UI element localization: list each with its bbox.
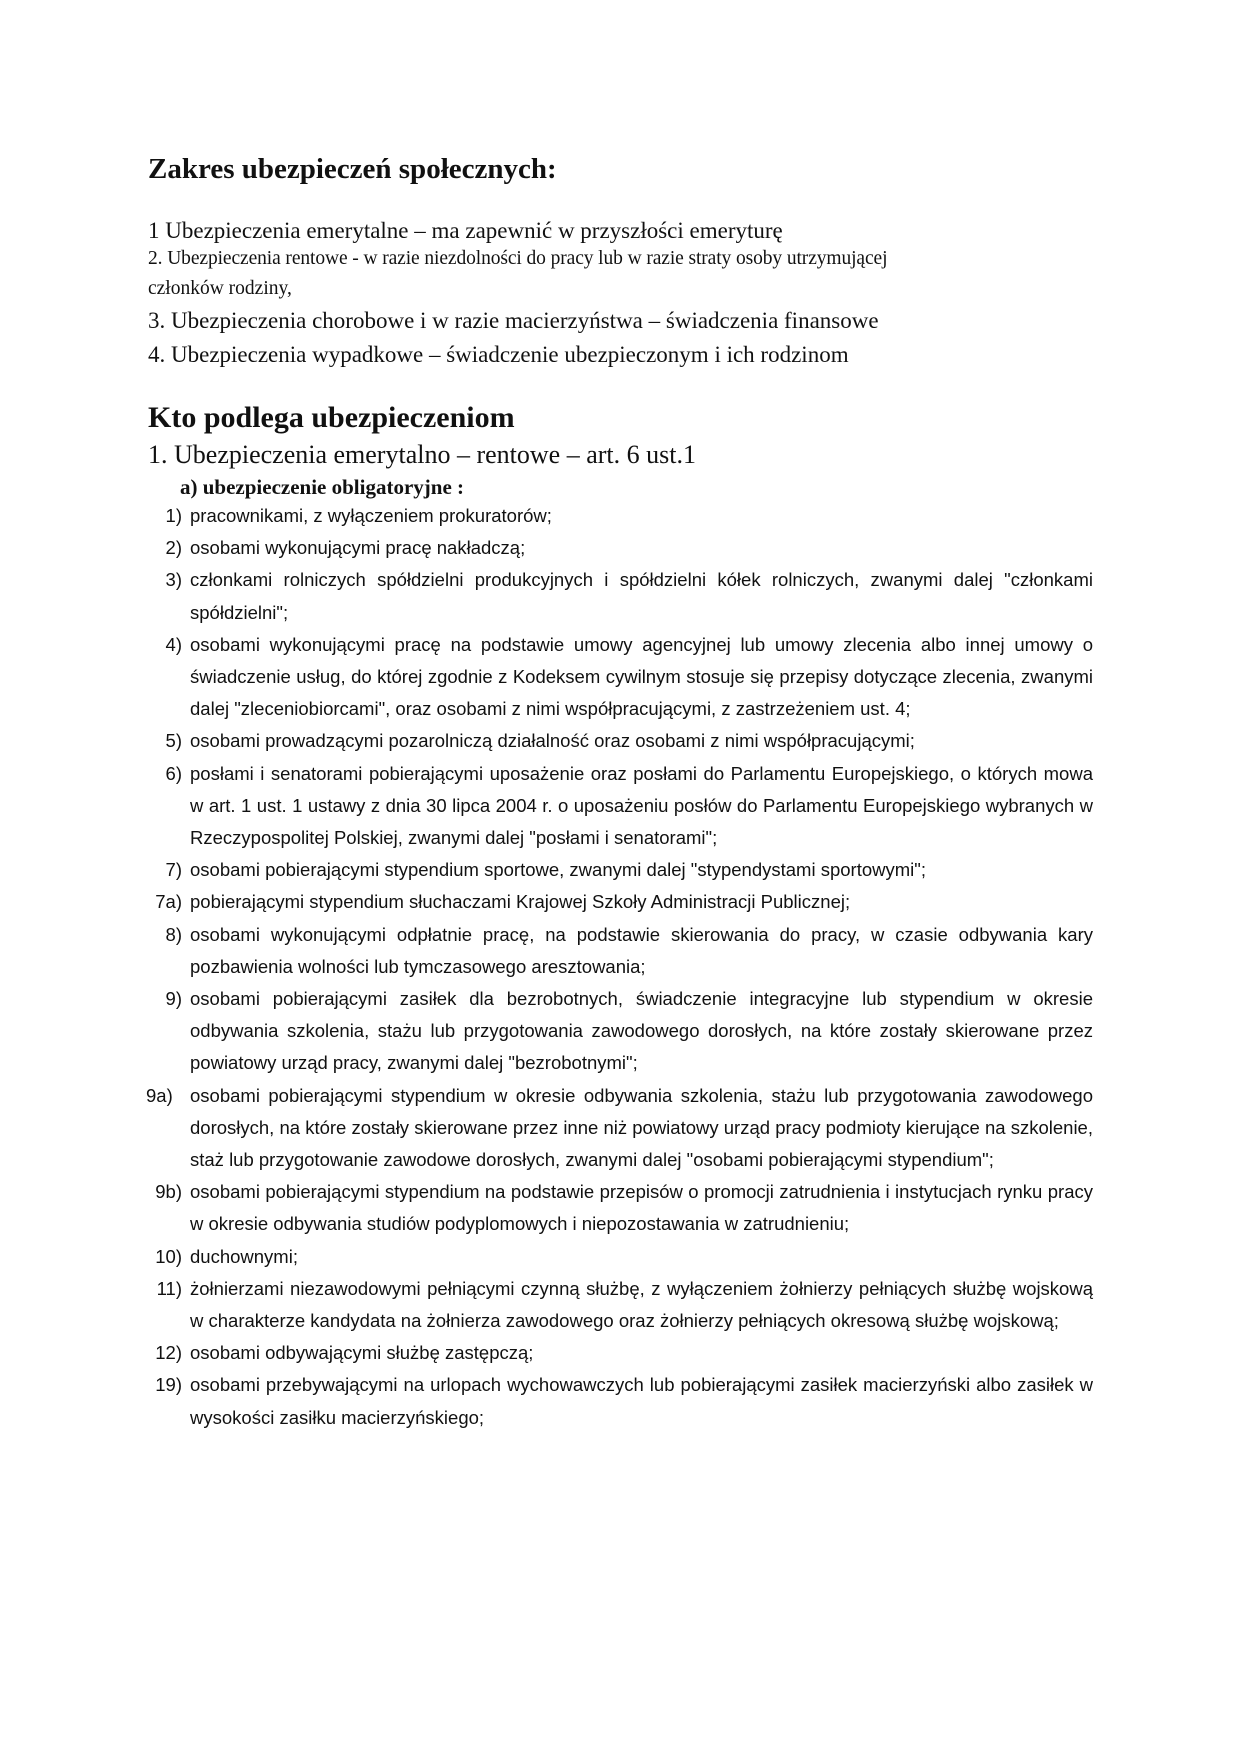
item-text: pobierającymi stypendium słuchaczami Krajowej Szkoły Administracji Publicznej; [190,891,851,913]
list-item [148,725,1093,757]
list-item [148,1176,1093,1240]
list-item [148,854,1093,886]
item-text: osobami pobierającymi zasiłek dla bezrobotnych, świadczenie integracyjne lub stypendium w okresie odbywania szkolenia, stażu lub przygotowania zawodowego dorosłych, na które zostały skierowane przez powiatowy urząd pracy, zwanymi dalej "bezrobotnymi"; [190,988,1093,1074]
item-number: 1) [165,505,182,526]
subsection-subtitle: a) ubezpieczenie obligatoryjne : [180,475,465,499]
item-number: 12) [155,1342,182,1364]
item-number: 5) [165,730,182,752]
item-number: 9) [165,988,182,1010]
item-number: 9a) [146,1084,173,1106]
scope-line-1: 1 Ubezpieczenia emerytalne – ma zapewnić w przyszłości emeryturę [148,218,783,243]
item-number: 9b) [155,1181,182,1203]
list-item [148,564,1093,628]
list-item [148,983,1093,1080]
item-text: osobami pobierającymi stypendium sportowe, zwanymi dalej "stypendystami sportowymi"; [190,859,926,881]
list-item [148,532,1093,564]
item-number: 2) [165,537,182,559]
list-item [148,1241,1093,1273]
item-number: 3) [165,569,182,591]
item-text: osobami pobierającymi stypendium w okresie odbywania szkolenia, stażu lub przygotowania zawodowego dorosłych, na które zostały skierowane przez inne niż powiatowy urząd pracy podmioty kierujące na szkolenie, staż lub przygotowanie zawodowe dorosłych, zwanymi dalej "osobami pobierającymi stypendium"; [190,1084,1093,1171]
item-text: osobami wykonującymi pracę na podstawie umowy agencyjnej lub umowy zlecenia albo innej umowy o świadczenie usług, do której zgodnie z Kodeksem cywilnym stosuje się przepisy dotyczące zlecenia, zwanymi dalej "zleceniobiorcami", oraz osobami z nimi współpracującymi, z zastrzeżeniem ust. 4; [190,633,1093,720]
list-item [148,1080,1093,1177]
item-text: członkami rolniczych spółdzielni produkcyjnych i spółdzielni kółek rolniczych, zwanymi dalej "członkami spółdzielni"; [190,569,1093,623]
item-number: 8) [165,923,182,945]
scope-line-2: 2. Ubezpieczenia rentowe - w razie niezdolności do pracy lub w razie straty osoby utrzymującej [148,248,888,269]
item-number: 10) [155,1245,182,1267]
item-number: 7) [165,859,182,881]
list-item [148,500,1093,532]
item-text: żołnierzami niezawodowymi pełniącymi czynną służbę, z wyłączeniem żołnierzy pełniących służbę wojskową w charakterze kandydata na żołnierza zawodowego oraz żołnierzy pełniących okresową służbę wojskową; [190,1277,1093,1332]
item-text: pracownikami, z wyłączeniem prokuratorów; [190,505,552,526]
scope-line-3: 3. Ubezpieczenia chorobowe i w razie macierzyństwa – świadczenia finansowe [148,308,879,333]
item-text: osobami odbywającymi służbę zastępczą; [190,1342,534,1364]
subsection-title: 1. Ubezpieczenia emerytalno – rentowe – art. 6 ust.1 [148,440,696,469]
item-text: posłami i senatorami pobierającymi uposażenie oraz posłami do Parlamentu Europejskiego, o których mowa w art. 1 ust. 1 ustawy z dnia 30 lipca 2004 r. o uposażeniu posłów do Parlamentu Europejskiego wybranych w Rzeczypospolitej Polskiej, zwanymi dalej "posłami i senatorami"; [190,762,1093,849]
list-item [148,886,1093,918]
section-title-scope: Zakres ubezpieczeń społecznych: [148,153,557,185]
list-item [148,629,1093,726]
item-number: 7a) [155,891,182,913]
item-text: osobami przebywającymi na urlopach wychowawczych lub pobierającymi zasiłek macierzyński albo zasiłek w wysokości zasiłku macierzyńskiego; [190,1374,1093,1428]
item-text: osobami prowadzącymi pozarolniczą działalność oraz osobami z nimi współpracującymi; [190,730,915,752]
item-text: duchownymi; [190,1245,298,1267]
item-number: 4) [165,633,182,655]
list-item [148,1273,1093,1337]
insured-persons-list [148,500,1093,1434]
item-number: 6) [165,762,182,784]
list-item [148,758,1093,855]
item-text: osobami pobierającymi stypendium na podstawie przepisów o promocji zatrudnienia i instytucjach rynku pracy w okresie odbywania studiów podyplomowych i niepozostawania w zatrudnieniu; [190,1181,1093,1235]
list-item [148,1337,1093,1369]
scope-line-4: 4. Ubezpieczenia wypadkowe – świadczenie ubezpieczonym i ich rodzinom [148,342,849,367]
item-text: osobami wykonującymi odpłatnie pracę, na podstawie skierowania do pracy, w czasie odbywania kary pozbawienia wolności lub tymczasowego aresztowania; [190,923,1093,977]
section-title-who: Kto podlega ubezpieczeniom [148,401,515,434]
item-text: osobami wykonującymi pracę nakładczą; [190,537,526,559]
item-number: 19) [155,1374,182,1396]
list-item [148,919,1093,983]
list-item [148,1369,1093,1433]
scope-line-2-cont: członków rodziny, [148,278,292,299]
item-number: 11) [156,1277,182,1299]
